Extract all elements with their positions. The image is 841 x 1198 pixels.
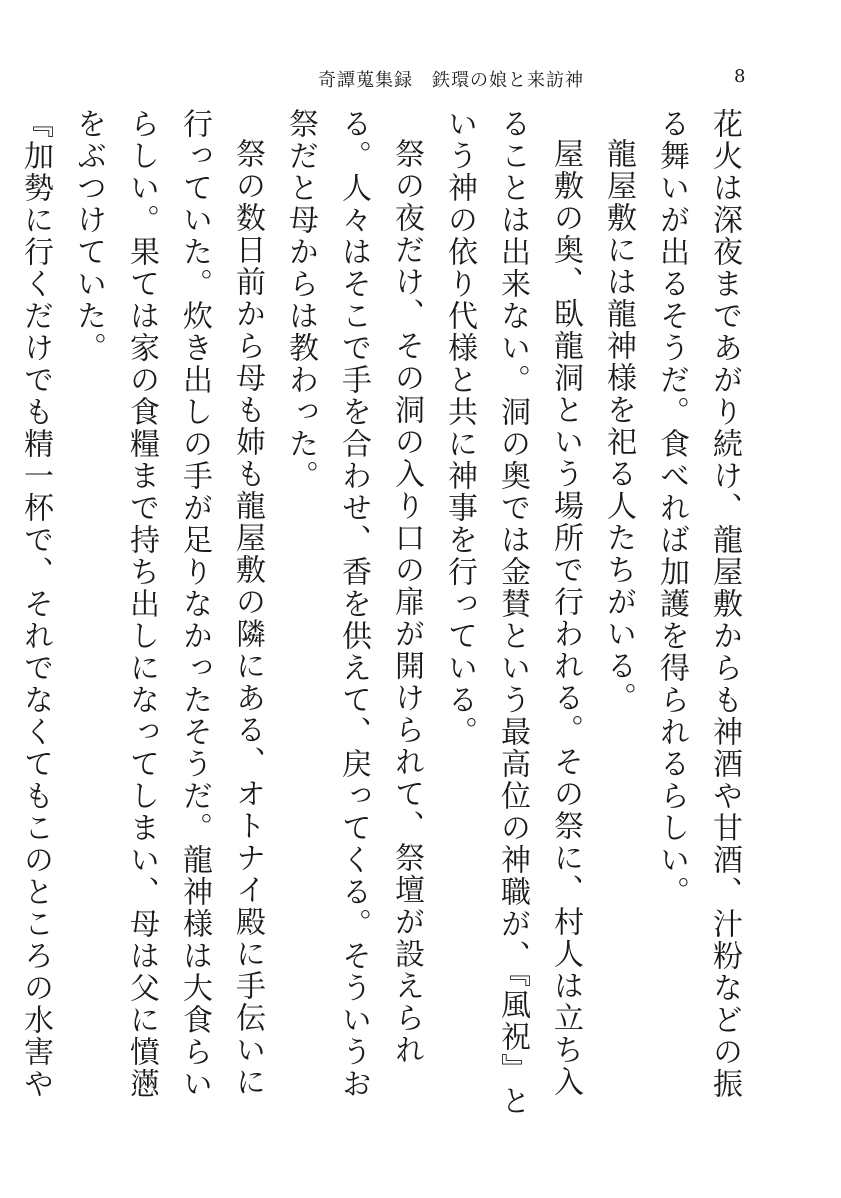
book-title: 奇譚蒐集録 鉄環の娘と来訪神 xyxy=(318,70,584,91)
running-header xyxy=(0,66,841,96)
paragraph-quote: 『加勢に行くだけでも精一杯で、それでなくてもこのところの水害や xyxy=(18,108,53,1100)
paragraph: 龍屋敷には龍神様を祀る人たちがいる。 xyxy=(601,138,636,714)
paragraph: 祭の数日前から母も姉も龍屋敷の隣にある、オトナイ殿に手伝いに行っていた。炊き出しの手が足りなかったそうだ。龍神様は大食らいらしい。果ては家の食糧まで持ち出しになってしまい、母は父に憤懣をぶつけていた。 xyxy=(71,108,265,1100)
paragraph: 祭の夜だけ、その洞の入り口の扉が開けられて、祭壇が設えられる。人々はそこで手を合わせ、香を供えて、戻ってくる。そういうお祭だと母からは教わった。 xyxy=(283,108,424,1100)
paragraph: 屋敷の奥、臥龍洞という場所で行われる。その祭に、村人は立ち入ることは出来ない。洞の奥では金賛という最高位の神職が、『風祝』という神の依り代様と共に神事を行っている。 xyxy=(442,108,583,1117)
page-number: 8 xyxy=(734,66,746,87)
vertical-body-text xyxy=(18,108,751,1128)
paragraph: 花火は深夜まであがり続け、龍屋敷からも神酒や甘酒、汁粉などの振る舞いが出るそうだ。食べれば加護を得られるらしい。 xyxy=(654,108,742,1100)
